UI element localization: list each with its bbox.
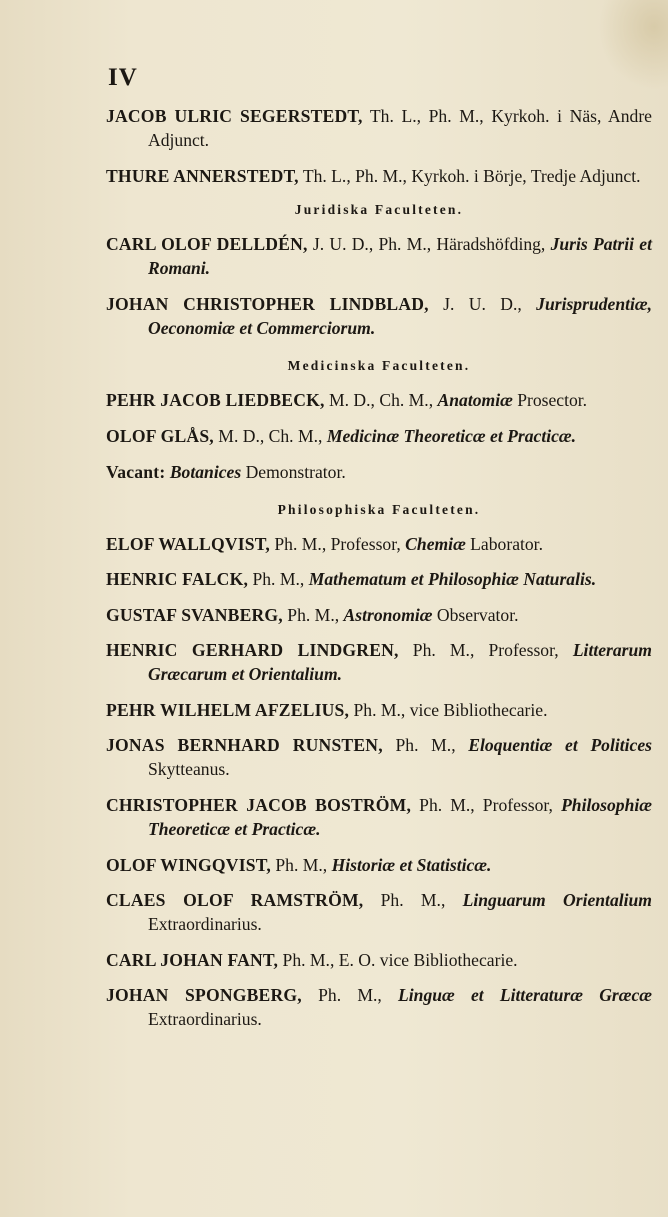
staff-name: CLAES OLOF RAMSTRÖM, — [106, 890, 364, 910]
staff-name: CHRISTOPHER JACOB BOSTRÖM, — [106, 795, 412, 815]
staff-subject: Chemiæ — [405, 534, 466, 554]
staff-title: Ph. M., vice Bibliothecarie. — [349, 700, 548, 720]
staff-title: Ph. M., — [282, 605, 344, 625]
staff-name: JONAS BERNHARD RUNSTEN, — [106, 735, 383, 755]
staff-entry — [106, 698, 652, 722]
staff-entry — [106, 733, 652, 781]
staff-subject: Botanices — [169, 462, 242, 482]
staff-title: Ph. M., — [301, 985, 399, 1005]
staff-entry — [106, 104, 652, 152]
staff-title: Ph. M., Professor, — [270, 534, 406, 554]
section-heading: Juridiska Faculteten. — [294, 202, 464, 217]
staff-title: Ph. M., Professor, — [398, 640, 573, 660]
staff-role: Observator. — [432, 605, 519, 625]
staff-name: THURE ANNERSTEDT, — [106, 166, 299, 186]
staff-entry — [106, 603, 652, 627]
staff-subject: Eloquentiæ et Politices — [468, 735, 653, 755]
staff-name: JOHAN SPONGBERG, — [106, 985, 302, 1005]
staff-name: PEHR WILHELM AFZELIUS, — [106, 700, 350, 720]
staff-entry — [106, 638, 652, 686]
section-heading: Medicinska Faculteten. — [287, 358, 471, 373]
staff-entry — [106, 388, 652, 412]
staff-title: Ph. M., — [248, 569, 309, 589]
staff-title: M. D., Ch. M., — [324, 390, 438, 410]
staff-entry — [106, 424, 652, 448]
staff-title: Ph. M., Professor, — [411, 795, 562, 815]
page-number: IV — [108, 64, 138, 91]
staff-entry — [106, 983, 652, 1031]
section-heading: Philosophiska Faculteten. — [277, 502, 481, 517]
staff-name: GUSTAF SVANBERG, — [106, 605, 283, 625]
staff-title: J. U. D., Ph. M., Häradshöfding, — [307, 234, 551, 254]
staff-title: Ph. M., — [382, 735, 469, 755]
staff-title: Th. L., Ph. M., Kyrkoh. i Näs, Andre Adjunct. — [148, 106, 652, 150]
staff-name: CARL OLOF DELLDÉN, — [106, 234, 308, 254]
staff-subject: Juris Patrii et Romani. — [148, 234, 652, 278]
staff-role: Laborator. — [465, 534, 543, 554]
staff-name: Vacant: — [106, 462, 166, 482]
staff-subject: Mathematum et Philosophiæ Naturalis. — [308, 569, 597, 589]
staff-entry — [106, 793, 652, 841]
staff-name: ELOF WALLQVIST, — [106, 534, 270, 554]
staff-entry — [106, 532, 652, 556]
staff-title: Ph. M., — [270, 855, 332, 875]
staff-subject: Historiæ et Statisticæ. — [331, 855, 492, 875]
staff-subject: Linguarum Orientalium — [462, 890, 652, 910]
staff-title: Ph. M., E. O. vice Bibliothecarie. — [278, 950, 518, 970]
staff-role: Skytteanus. — [148, 759, 230, 779]
staff-role: Prosector. — [512, 390, 588, 410]
staff-name: OLOF GLÅS, — [106, 426, 214, 446]
staff-title: Ph. M., — [363, 890, 463, 910]
staff-title: J. U. D., — [428, 294, 537, 314]
staff-name: PEHR JACOB LIEDBECK, — [106, 390, 325, 410]
staff-entry — [106, 232, 652, 280]
staff-role: Demonstrator. — [241, 462, 346, 482]
staff-entry — [106, 853, 652, 877]
page-body — [106, 104, 652, 1043]
staff-name: HENRIC GERHARD LINDGREN, — [106, 640, 399, 660]
staff-name: HENRIC FALCK, — [106, 569, 249, 589]
staff-entry — [106, 292, 652, 340]
staff-name: JOHAN CHRISTOPHER LINDBLAD, — [106, 294, 429, 314]
staff-entry — [106, 888, 652, 936]
staff-subject: Astronomiæ — [343, 605, 433, 625]
staff-title: M. D., Ch. M., — [213, 426, 327, 446]
staff-subject: Medicinæ Theoreticæ et Practicæ. — [326, 426, 577, 446]
staff-name: CARL JOHAN FANT, — [106, 950, 279, 970]
staff-name: JACOB ULRIC SEGERSTEDT, — [106, 106, 363, 126]
staff-entry — [106, 460, 652, 484]
staff-name: OLOF WINGQVIST, — [106, 855, 271, 875]
staff-role: Extraordinarius. — [148, 914, 262, 934]
paper-stain — [598, 0, 668, 90]
staff-subject: Litterarum Græcarum et Orientalium. — [148, 640, 652, 684]
staff-subject: Philosophiæ Theoreticæ et Practicæ. — [148, 795, 652, 839]
staff-entry — [106, 164, 652, 188]
staff-entry — [106, 948, 652, 972]
staff-subject: Jurisprudentiæ, Oeconomiæ et Commerciorum. — [148, 294, 653, 338]
staff-subject: Linguæ et Litteraturæ Græcæ — [398, 985, 653, 1005]
staff-title: Th. L., Ph. M., Kyrkoh. i Börje, Tredje Adjunct. — [298, 166, 641, 186]
staff-subject: Anatomiæ — [437, 390, 513, 410]
staff-entry — [106, 567, 652, 591]
staff-role: Extraordinarius. — [148, 1009, 262, 1029]
